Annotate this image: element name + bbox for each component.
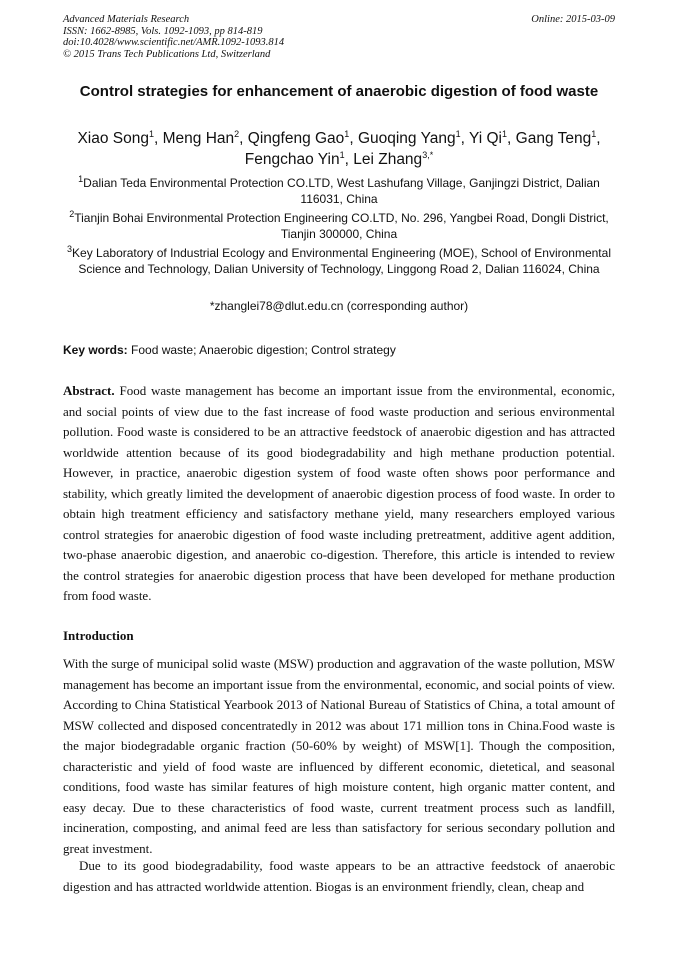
doi-line[interactable]: doi:10.4028/www.scientific.net/AMR.1092-1093.814 <box>63 37 285 48</box>
author: Yi Qi$^1$ <box>468 128 508 147</box>
affiliation-1: $^1$Dalian Teda Environmental Protection CO.LTD, West Lashufang Village, Ganjingzi District, Dalian 116031, China <box>78 174 600 206</box>
keywords-text: Food waste; Anaerobic digestion; Control strategy <box>131 343 396 357</box>
corresponding-email[interactable]: *zhanglei78@dlut.edu.cn (corresponding author) <box>209 299 469 313</box>
author: Fengchao Yin$^1$ <box>244 149 345 168</box>
keywords-label: Key words: <box>63 343 128 357</box>
abstract <box>63 381 615 607</box>
introduction-paragraph-1: With the surge of municipal solid waste (MSW) production and aggravation of the waste pollution, MSW management has become an important issue from the environmental, economic, and social points of view. According to China Statistical Yearbook 2013 of National Bureau of Statistics of China, a total amount of MSW collected and disposed concentratedly in 2012 was about 171 million tons in China.Food waste is the major biodegradable organic fraction (50-60% by weight) of MSW[1]. Though the composition, characteristic and yield of food waste are influenced by different economic, dietetical, and seasonal conditions, food waste has similar features of high moisture content, high organic matter content, and easy decay. Due to these characteristics of food waste, current treatment process such as landfill, incineration, composting, and animal feed are less than satisfactory for serious secondary pollution and great investment. <box>63 656 615 856</box>
introduction-heading: Introduction <box>63 628 134 643</box>
affiliation-3: $^3$Key Laboratory of Industrial Ecology and Environmental Engineering (MOE), School of Environmental Science and Technology, Dalian University of Technology, Linggong Road 2, Dalian 116024, China <box>67 244 611 276</box>
author-list: Xiao Song$^1$, Meng Han$^2$, Qingfeng Gao$^1$, Guoqing Yang$^1$, Yi Qi$^1$, Gang Teng$^1$, Fengchao Yin$^1$, Lei Zhang$^{3,*}$ <box>77 128 601 168</box>
affiliation-2: $^2$Tianjin Bohai Environmental Protection Engineering CO.LTD, No. 296, Yangbei Road, Dongli District, Tianjin 300000, China <box>69 209 609 241</box>
online-date: Online: 2015-03-09 <box>531 14 615 25</box>
author: Xiao Song$^1$ <box>77 128 154 147</box>
abstract-label: Abstract. <box>63 383 115 398</box>
author: Meng Han$^2$ <box>162 128 240 147</box>
author: Guoqing Yang$^1$ <box>357 128 461 147</box>
keywords <box>63 343 615 358</box>
introduction-paragraph-2: Due to its good biodegradability, food waste appears to be an attractive feedstock of anaerobic digestion and has attracted worldwide attention. Biogas is an environment friendly, clean, cheap and <box>63 858 615 894</box>
journal-name: Advanced Materials Research <box>63 14 190 25</box>
abstract-text: Food waste management has become an important issue from the environmental, economic, and social points of view due to the fast increase of food waste production and serious environmental pollution. Food waste is considered to be an attractive feedstock of anaerobic digestion and has attracted worldwide attention because of its good biodegradability and high methane production potential. However, in practice, anaerobic digestion system of food waste often shows poor performance and stability, which greatly limited the development of anaerobic digestion process of food waste. In order to obtain high treatment efficiency and satisfactory methane yield, many researchers employed various control strategies for anaerobic digestion of food waste including pretreatment, additive agent addition, two-phase anaerobic digestion, and anaerobic co-digestion. Therefore, this article is intended to review the control strategies for anaerobic digestion process that have been developed for methane production from food waste. <box>63 383 616 603</box>
journal-header <box>63 14 615 60</box>
author: Qingfeng Gao$^1$ <box>247 128 350 147</box>
copyright-line: © 2015 Trans Tech Publications Ltd, Switzerland <box>63 48 271 60</box>
author: Lei Zhang$^{3,*}$ <box>353 149 434 168</box>
paper-title: Control strategies for enhancement of anaerobic digestion of food waste <box>79 83 599 100</box>
author: Gang Teng$^1$ <box>515 128 597 147</box>
issn-line: ISSN: 1662-8985, Vols. 1092-1093, pp 814-819 <box>63 25 263 37</box>
